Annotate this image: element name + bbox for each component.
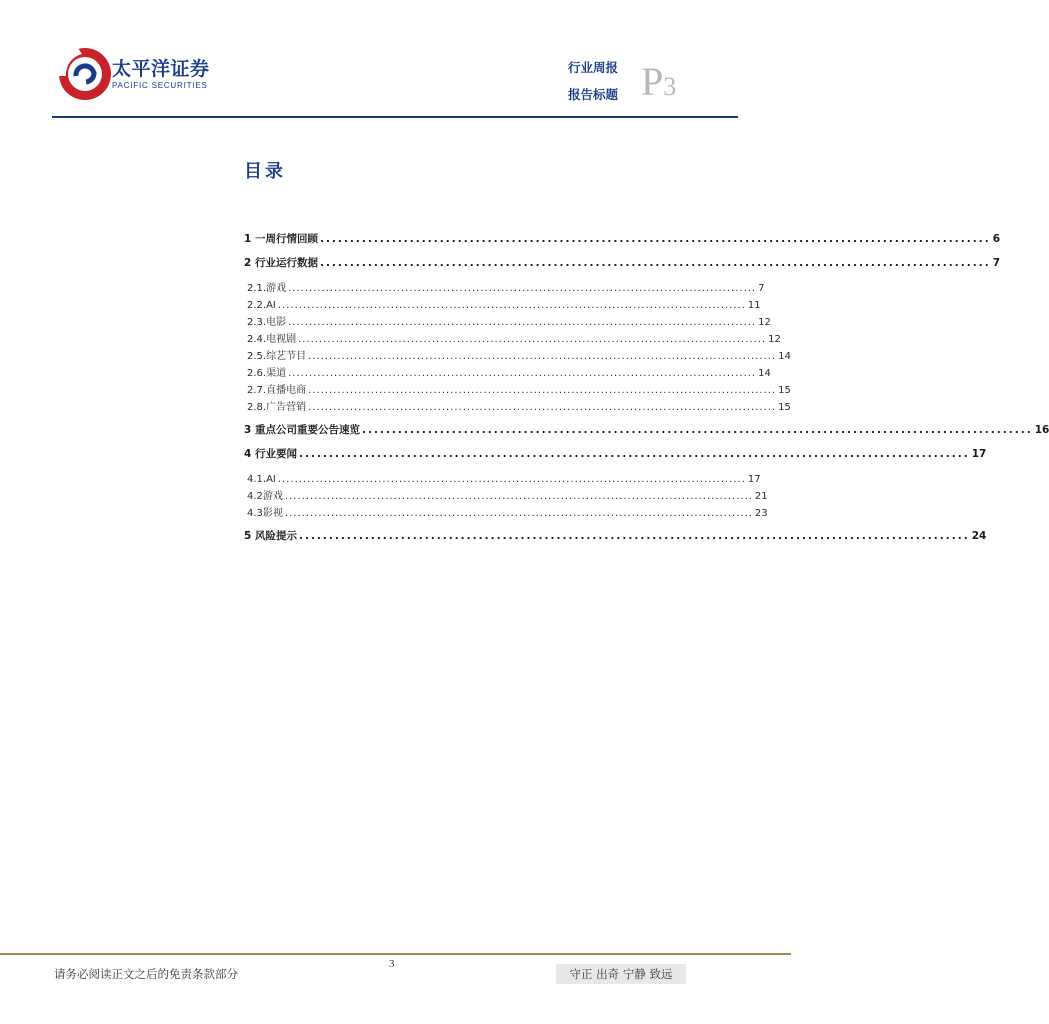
- header-page-mark: [641, 59, 677, 104]
- toc-label: 2.6.渠道: [247, 368, 287, 379]
- toc-entry-4-1[interactable]: [244, 471, 761, 488]
- footer-disclaimer: 请务必阅读正文之后的免责条款部分: [54, 967, 238, 981]
- toc-label: 4.1.AI: [247, 474, 276, 485]
- toc-page: 15: [778, 385, 791, 396]
- toc-leader: ................................................................................................................: [319, 257, 991, 269]
- toc-page: 21: [754, 491, 768, 502]
- toc-leader: ................................................................................................................: [284, 491, 753, 502]
- toc-entry-2-3[interactable]: [244, 314, 771, 331]
- toc-leader: ................................................................................................................: [284, 508, 753, 519]
- toc-entry-2-2[interactable]: [244, 297, 761, 314]
- footer-page-number: 3: [389, 958, 395, 970]
- toc-label: 4.3影视: [247, 508, 283, 519]
- report-type: 行业周报: [568, 60, 619, 75]
- toc-entry-section-3[interactable]: [244, 421, 1049, 440]
- toc-entry-section-1[interactable]: [244, 230, 1001, 249]
- toc-leader: ................................................................................................................: [298, 530, 970, 542]
- toc-page: 16: [1034, 424, 1049, 436]
- toc-leader: ................................................................................................................: [298, 334, 767, 345]
- toc-label: 2.7.直播电商: [247, 385, 307, 396]
- toc-page: 12: [768, 334, 781, 345]
- toc-label: 2.1.游戏: [247, 283, 287, 294]
- toc-leader: ................................................................................................................: [361, 424, 1033, 436]
- toc-label: 2 行业运行数据: [244, 257, 318, 269]
- toc-label: 2.8.广告营销: [247, 402, 307, 413]
- toc-page: 6: [992, 233, 1001, 245]
- toc-entry-section-4[interactable]: [244, 445, 987, 464]
- toc-label: 2.3.电影: [247, 317, 287, 328]
- toc-entry-2-8[interactable]: [244, 399, 791, 416]
- toc-page: 15: [778, 402, 791, 413]
- brand-name-en: PACIFIC SECURITIES: [112, 81, 208, 90]
- toc-label: 4 行业要闻: [244, 448, 297, 460]
- toc-leader: ................................................................................................................: [277, 474, 746, 485]
- toc-label: 1 一周行情回顾: [244, 233, 318, 245]
- toc-page: 14: [758, 368, 771, 379]
- toc-label: 2.4.电视剧: [247, 334, 297, 345]
- toc-leader: ................................................................................................................: [308, 402, 777, 413]
- toc-entry-2-1[interactable]: [244, 280, 765, 297]
- toc-label: 3 重点公司重要公告速览: [244, 424, 360, 436]
- toc-entry-section-2[interactable]: [244, 254, 1001, 273]
- toc-page: 24: [971, 530, 987, 542]
- brand-name-cn: 太平洋证券: [112, 58, 210, 80]
- header-page-number: 3: [663, 72, 677, 101]
- toc-entry-2-4[interactable]: [244, 331, 781, 348]
- toc-page: 17: [747, 474, 761, 485]
- toc-leader: ................................................................................................................: [308, 385, 777, 396]
- header-divider: [52, 116, 738, 118]
- brand: [112, 58, 210, 90]
- toc-label: 2.2.AI: [247, 300, 276, 311]
- toc-leader: ................................................................................................................: [288, 368, 757, 379]
- toc-leader: ................................................................................................................: [288, 317, 757, 328]
- toc-page: 11: [747, 300, 761, 311]
- toc-page: 7: [758, 283, 765, 294]
- toc-label: 4.2游戏: [247, 491, 283, 502]
- toc-page: 7: [992, 257, 1001, 269]
- toc-entry-4-2[interactable]: [244, 488, 768, 505]
- toc-leader: ................................................................................................................: [288, 283, 757, 294]
- header-labels: [568, 54, 618, 108]
- toc-entry-2-6[interactable]: [244, 365, 771, 382]
- toc-page: 23: [754, 508, 768, 519]
- toc-entry-section-5[interactable]: [244, 527, 987, 546]
- report-title: 报告标题: [568, 87, 619, 102]
- toc-leader: ................................................................................................................: [298, 448, 970, 460]
- toc-label: 5 风险提示: [244, 530, 297, 542]
- toc-leader: ................................................................................................................: [277, 300, 746, 311]
- footer-divider: [0, 953, 791, 955]
- toc-label: 2.5.综艺节目: [247, 351, 307, 362]
- table-of-contents: [244, 230, 1049, 546]
- page-letter: P: [641, 59, 664, 104]
- pacific-securities-logo: [52, 42, 114, 104]
- toc-entry-4-3[interactable]: [244, 505, 768, 522]
- toc-title: 目录: [244, 161, 286, 182]
- footer-motto: 守正 出奇 宁静 致远: [556, 964, 686, 984]
- toc-entry-2-7[interactable]: [244, 382, 791, 399]
- toc-page: 12: [758, 317, 771, 328]
- toc-entry-2-5[interactable]: [244, 348, 791, 365]
- toc-page: 17: [971, 448, 987, 460]
- toc-page: 14: [778, 351, 791, 362]
- toc-leader: ................................................................................................................: [308, 351, 777, 362]
- toc-leader: ................................................................................................................: [319, 233, 991, 245]
